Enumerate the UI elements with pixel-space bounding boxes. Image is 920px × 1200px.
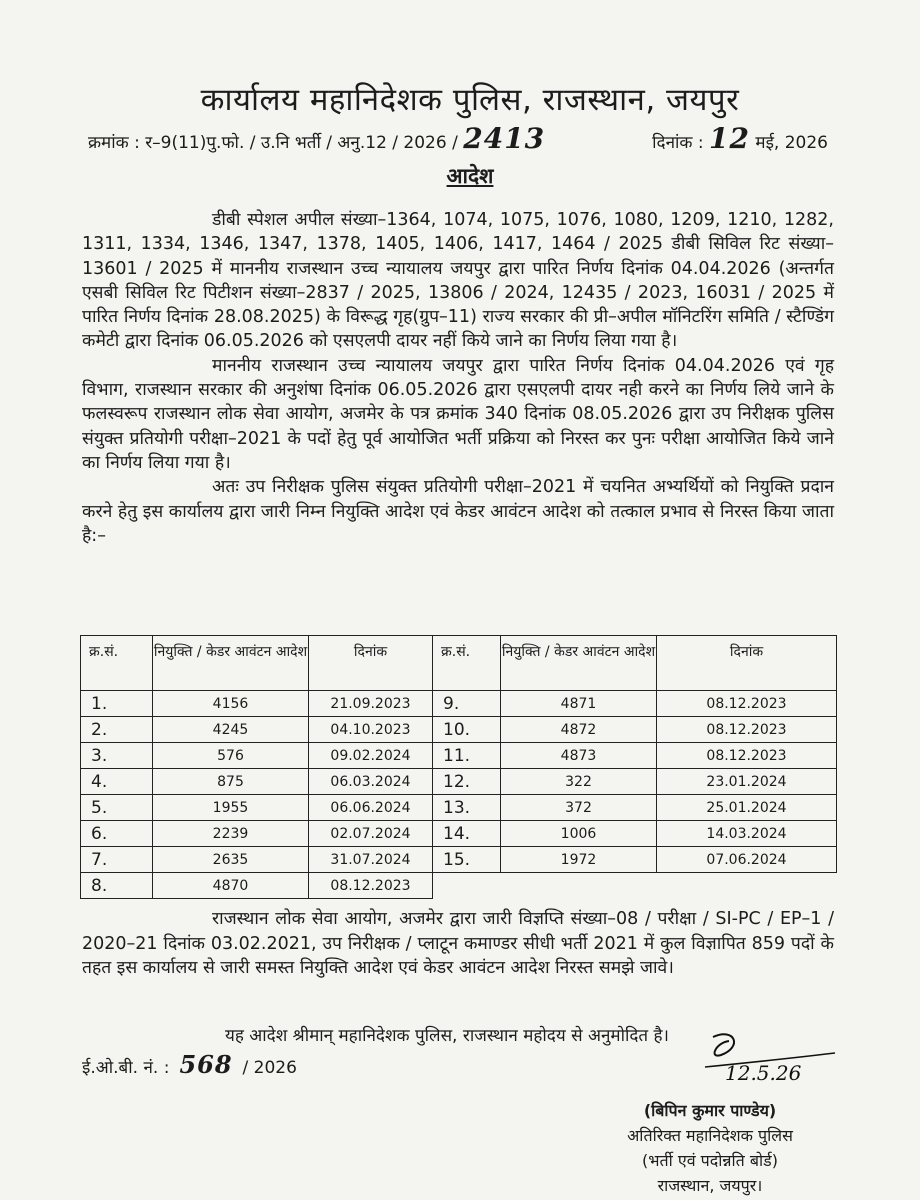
signatory-board: (भर्ती एवं पदोन्नति बोर्ड) [642, 1151, 778, 1170]
signatory-name: (बिपिन कुमार पाण्डेय) [643, 1101, 777, 1120]
serial-cell: 10. [433, 717, 501, 743]
signature [695, 1025, 845, 1095]
table-row [81, 847, 837, 873]
serial-cell: 12. [433, 769, 501, 795]
header-order: नियुक्ति / केडर आवंटन आदेश [153, 636, 309, 691]
serial-cell: 5. [81, 795, 153, 821]
serial-cell: 1. [81, 691, 153, 717]
table-row [81, 769, 837, 795]
table-row [81, 717, 837, 743]
handwritten-day: 12 [709, 122, 750, 155]
header-serial: क्र.सं. [433, 636, 501, 691]
order-number-cell: 875 [153, 769, 309, 795]
date-cell: 08.12.2023 [657, 691, 837, 717]
table-row [81, 873, 837, 899]
order-number-cell: 372 [501, 795, 657, 821]
eob-number: ई.ओ.बी. नं. : 568 / 2026 [82, 1050, 297, 1079]
table-row [81, 821, 837, 847]
order-number-cell: 322 [501, 769, 657, 795]
date-cell: 09.02.2024 [309, 743, 433, 769]
serial-cell: 6. [81, 821, 153, 847]
office-heading: कार्यालय महानिदेशक पुलिस, राजस्थान, जयपुर [200, 82, 740, 118]
date-cell: 04.10.2023 [309, 717, 433, 743]
date-cell: 06.03.2024 [309, 769, 433, 795]
order-number-cell: 2635 [153, 847, 309, 873]
order-number-cell: 4871 [501, 691, 657, 717]
serial-cell: 13. [433, 795, 501, 821]
reference-number: क्रमांक : र–9(11)पु.फो. / उ.नि भर्ती / अनु.12 / 2026 / 2413 [88, 122, 546, 155]
paragraph-2: माननीय राजस्थान उच्च न्यायालय जयपुर द्वारा पारित निर्णय दिनांक 04.04.2026 एवं गृह विभाग, राजस्थान सरकार की अनुशंषा दिनांक 06.05.2026 द्वारा एसएलपी दायर नही करने का निर्णय लिये जाने के फलस्वरूप राजस्थान लोक सेवा आयोग, अजमेर के पत्र क्रमांक 340 दिनांक 08.05.2026 द्वारा उप निरीक्षक पुलिस संयुक्त प्रतियोगी परीक्षा–2021 के पदों हेतु पूर्व आयोजित भर्ती प्रक्रिया को निरस्त कर पुनः परीक्षा आयोजित किये जाने का निर्णय लिया गया है। [82, 355, 834, 473]
signature-date: 12.5.26 [725, 1061, 802, 1085]
reference-line [88, 122, 828, 155]
header-date: दिनांक [657, 636, 837, 691]
handwritten-ref-number: 2413 [463, 122, 546, 155]
serial-cell: 7. [81, 847, 153, 873]
order-number-cell: 4873 [501, 743, 657, 769]
table-row [81, 691, 837, 717]
header-date: दिनांक [309, 636, 433, 691]
order-title: आदेश [446, 164, 494, 188]
date-cell: 08.12.2023 [309, 873, 433, 899]
order-number-cell: 576 [153, 743, 309, 769]
date-cell: 07.06.2024 [657, 847, 837, 873]
date-cell: 08.12.2023 [657, 743, 837, 769]
order-number-cell: 4245 [153, 717, 309, 743]
header-order: नियुक्ति / केडर आवंटन आदेश [501, 636, 657, 691]
table-row [81, 743, 837, 769]
date-cell: 21.09.2023 [309, 691, 433, 717]
serial-cell: 3. [81, 743, 153, 769]
signatory-place: राजस्थान, जयपुर। [657, 1176, 763, 1195]
order-date: दिनांक : 12 मई, 2026 [652, 122, 828, 155]
date-cell: 02.07.2024 [309, 821, 433, 847]
serial-cell: 9. [433, 691, 501, 717]
date-cell: 23.01.2024 [657, 769, 837, 795]
handwritten-eob: 568 [179, 1050, 233, 1079]
order-number-cell: 4872 [501, 717, 657, 743]
order-number-cell: 4870 [153, 873, 309, 899]
approval-note: यह आदेश श्रीमान् महानिदेशक पुलिस, राजस्थान महोदय से अनुमोदित है। [225, 1026, 669, 1046]
serial-cell: 11. [433, 743, 501, 769]
signatory-designation: अतिरिक्त महानिदेशक पुलिस [627, 1126, 793, 1145]
header-serial: क्र.सं. [81, 636, 153, 691]
serial-cell: 2. [81, 717, 153, 743]
order-number-cell: 2239 [153, 821, 309, 847]
table-header-row [81, 636, 837, 691]
order-body [82, 208, 834, 548]
date-cell [657, 873, 837, 899]
order-number-cell: 1955 [153, 795, 309, 821]
cancelled-orders-table [80, 635, 837, 899]
date-cell: 08.12.2023 [657, 717, 837, 743]
date-cell: 06.06.2024 [309, 795, 433, 821]
date-cell: 14.03.2024 [657, 821, 837, 847]
closing-paragraph: राजस्थान लोक सेवा आयोग, अजमेर द्वारा जारी विज्ञप्ति संख्या–08 / परीक्षा / SI-PC / EP–1 / 2020–21 दिनांक 03.02.2021, उप निरीक्षक / प्लाटून कमाण्डर सीधी भर्ती 2021 में कुल विज्ञापित 859 पदों के तहत इस कार्यालय से जारी समस्त नियुक्ति आदेश एवं केडर आवंटन आदेश निरस्त समझे जावे। [82, 909, 834, 978]
order-number-cell: 4156 [153, 691, 309, 717]
serial-cell: 15. [433, 847, 501, 873]
date-cell: 31.07.2024 [309, 847, 433, 873]
serial-cell: 4. [81, 769, 153, 795]
paragraph-3: अतः उप निरीक्षक पुलिस संयुक्त प्रतियोगी परीक्षा–2021 में चयनित अभ्यर्थियों को नियुक्ति प्रदान करने हेतु इस कार्यालय द्वारा जारी निम्न नियुक्ति आदेश एवं केडर आवंटन आदेश को तत्काल प्रभाव से निरस्त किया जाता है:– [82, 477, 834, 546]
table-row [81, 795, 837, 821]
signatory-block [600, 1098, 820, 1198]
date-cell: 25.01.2024 [657, 795, 837, 821]
serial-cell: 14. [433, 821, 501, 847]
serial-cell [433, 873, 501, 899]
order-number-cell: 1006 [501, 821, 657, 847]
order-number-cell: 1972 [501, 847, 657, 873]
serial-cell: 8. [81, 873, 153, 899]
paragraph-1: डीबी स्पेशल अपील संख्या–1364, 1074, 1075, 1076, 1080, 1209, 1210, 1282, 1311, 1334, 1346, 1347, 1378, 1405, 1406, 1417, 1464 / 2025 डीबी सिविल रिट संख्या–13601 / 2025 में माननीय राजस्थान उच्च न्यायालय जयपुर द्वारा पारित निर्णय दिनांक 04.04.2026 (अन्तर्गत एसबी सिविल रिट पिटीशन संख्या–2837 / 2025, 13806 / 2024, 12435 / 2023, 16031 / 2025 में पारित निर्णय दिनांक 28.08.2025) के विरूद्ध गृह(ग्रुप–11) राज्य सरकार की प्री–अपील मॉनिटरिंग समिति / स्टैण्डिंग कमेटी द्वारा दिनांक 06.05.2026 को एसएलपी दायर नहीं किये जाने का निर्णय लिया गया है। [82, 210, 834, 352]
order-number-cell [501, 873, 657, 899]
